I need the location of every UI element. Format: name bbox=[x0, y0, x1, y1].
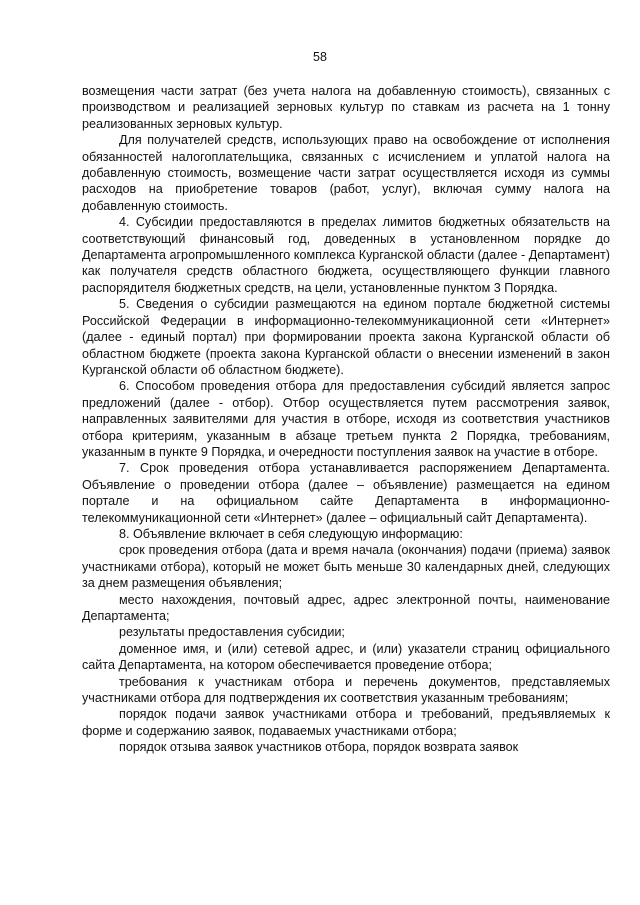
paragraph: 8. Объявление включает в себя следующую информацию: bbox=[119, 526, 463, 541]
document-body bbox=[82, 83, 610, 756]
paragraph: 7. Срок проведения отбора устанавливается распоряжением Департамента. Объявление о проведении отбора (далее – объявление) размещается на едином портале и на официальном сайте Департамента в информационно-телекоммуникационной сети «Интернет» (далее – официальный сайт Департамента). bbox=[82, 461, 610, 525]
paragraph: 6. Способом проведения отбора для предоставления субсидий является запрос предложений (далее - отбор). Отбор осуществляется путем рассмотрения заявок, направленных заявителями для участия в отборе, исходя из соответствия участников отбора критериям, указанным в абзаце третьем пункта 2 Порядка, требованиям, указанным в пункте 9 Порядка, и очередности поступления заявок на участие в отборе. bbox=[82, 379, 610, 459]
paragraph: 5. Сведения о субсидии размещаются на едином портале бюджетной системы Российской Федерации в информационно-телекоммуникационной сети «Интернет» (далее - единый портал) при формировании проекта закона Курганской области об областном бюджете (проекта закона Курганской области о внесении изменений в закон Курганской области об областном бюджете). bbox=[82, 297, 610, 377]
list-paragraph: доменное имя, и (или) сетевой адрес, и (или) указатели страниц официального сайта Департамента, на котором обеспечивается проведение отбора; bbox=[82, 641, 610, 673]
paragraph: возмещения части затрат (без учета налога на добавленную стоимость), связанных с производством и реализацией зерновых культур по ставкам из расчета на 1 тонну реализованных зерновых культур. bbox=[82, 84, 610, 131]
list-paragraph: порядок подачи заявок участниками отбора и требований, предъявляемых к форме и содержанию заявок, подаваемых участниками отбора; bbox=[82, 707, 610, 738]
list-paragraph: место нахождения, почтовый адрес, адрес электронной почты, наименование Департамента; bbox=[82, 592, 610, 623]
page-number: 58 bbox=[313, 50, 327, 64]
list-paragraph: порядок отзыва заявок участников отбора, порядок возврата заявок bbox=[119, 740, 519, 755]
list-paragraph: срок проведения отбора (дата и время начала (окончания) подачи (приема) заявок участниками отбора), который не может быть меньше 30 календарных дней, следующих за днем размещения объявления; bbox=[82, 543, 610, 591]
paragraph: 4. Субсидии предоставляются в пределах лимитов бюджетных обязательств на соответствующий финансовый год, доведенных в установленном порядке до Департамента агропромышленного комплекса Курганской области (далее - Департамент) как получателя средств областного бюджета, осуществляющего функции главного распорядителя бюджетных средств, на цели, установленные пунктом 3 Порядка. bbox=[82, 215, 610, 295]
paragraph: Для получателей средств, использующих право на освобождение от исполнения обязанностей налогоплательщика, связанных с исчислением и уплатой налога на добавленную стоимость, возмещение части затрат осуществляется исходя из суммы расходов на приобретение товаров (работ, услуг), включая сумму налога на добавленную стоимость. bbox=[82, 133, 610, 213]
list-paragraph: требования к участникам отбора и перечень документов, представляемых участниками отбора для подтверждения их соответствия указанным требованиям; bbox=[82, 674, 610, 706]
list-paragraph: результаты предоставления субсидии; bbox=[119, 625, 345, 640]
